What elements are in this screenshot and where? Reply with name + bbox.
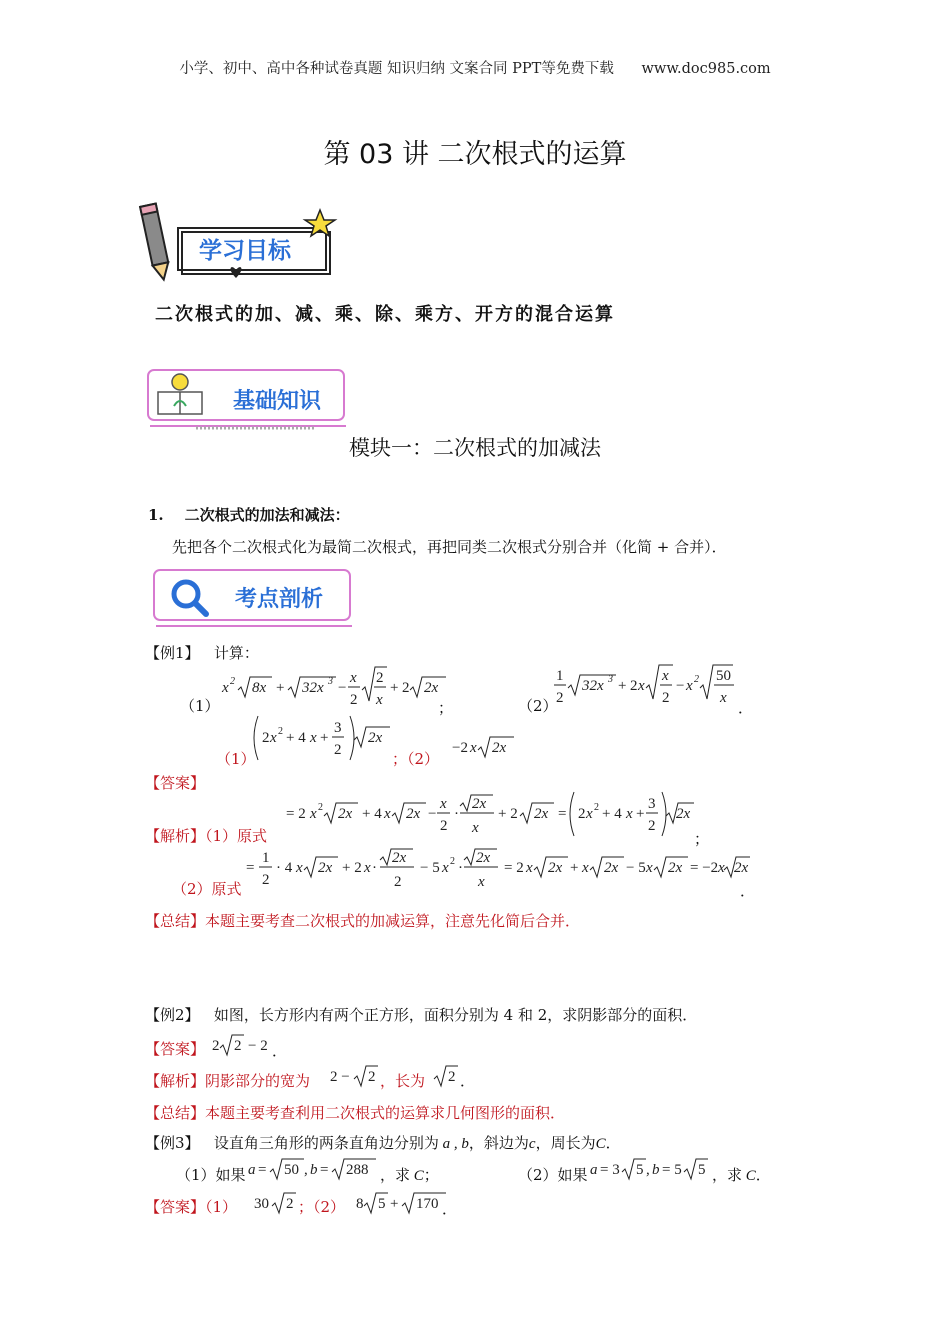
ex3-q2-tail: ，求 C． <box>712 1166 771 1184</box>
svg-text:x: x <box>478 874 485 890</box>
svg-text:x: x <box>384 806 391 822</box>
svg-text:2: 2 <box>694 674 699 685</box>
svg-text:2x: 2x <box>734 860 749 876</box>
svg-text:x: x <box>310 730 317 746</box>
svg-text:a: a <box>590 1162 598 1178</box>
svg-text:+ 4: + 4 <box>362 806 382 822</box>
svg-text:2x: 2x <box>338 806 353 822</box>
svg-text:+ 2: + 2 <box>342 860 362 876</box>
ex2-text: 如图，长方形内有两个正方形，面积分别为 4 和 2，求阴影部分的面积． <box>213 1006 698 1024</box>
svg-text:= 2: = 2 <box>504 860 524 876</box>
ex3-text-a: 设直角三角形的两条直角边分别为 <box>213 1134 439 1152</box>
ex1-answer-part1-label: （1） <box>216 750 256 768</box>
svg-text:2x: 2x <box>604 860 619 876</box>
ex3-q2-tail-text: ，求 <box>712 1166 743 1184</box>
ex1-answer-expression-2 <box>450 730 520 760</box>
ex1-part2-label: （2） <box>518 697 558 715</box>
svg-text:2: 2 <box>448 1069 456 1085</box>
svg-text:x: x <box>270 730 277 746</box>
svg-text:x: x <box>442 860 449 876</box>
svg-text:2: 2 <box>394 874 402 890</box>
ex2-question <box>145 1004 697 1025</box>
svg-text:2x: 2x <box>392 850 407 866</box>
ex3-q1-tail-text: ，求 <box>380 1166 411 1184</box>
ex3-tag: 【例3】 <box>145 1134 200 1152</box>
ex3-q1-expression <box>246 1152 382 1182</box>
ex1-period: ． <box>738 699 754 717</box>
svg-text:=: = <box>558 806 567 822</box>
svg-text:= −2: = −2 <box>690 860 719 876</box>
ex1-summary-tag: 【总结】 <box>145 912 206 930</box>
svg-text:x: x <box>586 806 593 822</box>
section-body: 先把各个二次根式化为最简二次根式，再把同类二次根式分别合并（化简 + 合并）． <box>172 538 727 556</box>
ex3-q1-tail: ，求 C； <box>380 1166 439 1184</box>
svg-text:b: b <box>652 1162 660 1178</box>
svg-text:2: 2 <box>440 818 448 834</box>
svg-text:2: 2 <box>630 678 638 694</box>
svg-text:x: x <box>526 860 533 876</box>
module-title: 模块一：二次根式的加减法 <box>349 436 601 460</box>
svg-text:3: 3 <box>334 720 342 736</box>
section-number: 1. <box>148 506 164 524</box>
ex2-answer-tag: 【答案】 <box>145 1040 206 1058</box>
svg-text:2: 2 <box>230 676 235 687</box>
svg-text:=: = <box>320 1162 329 1178</box>
ex2-analysis-tag: 【解析】 <box>145 1072 206 1090</box>
ex2-analysis <box>145 1070 310 1091</box>
goal-badge <box>140 198 340 286</box>
ex2-length-expression <box>432 1061 462 1089</box>
svg-text:32x: 32x <box>582 678 604 694</box>
ex1-expression-2 <box>552 662 742 712</box>
svg-text:3: 3 <box>648 796 656 812</box>
svg-text:1: 1 <box>556 668 564 684</box>
svg-text:2: 2 <box>662 690 670 706</box>
ex1-summary <box>145 910 580 931</box>
svg-text:x: x <box>222 680 229 696</box>
svg-text:x: x <box>626 806 633 822</box>
ex2-analysis-text-a: 阴影部分的宽为 <box>205 1072 311 1090</box>
ex3-q1 <box>176 1164 246 1185</box>
ex1-analysis-part1: （1）原式 <box>205 827 268 845</box>
svg-text:2: 2 <box>334 742 342 758</box>
svg-text:1: 1 <box>262 850 270 866</box>
svg-text:2x: 2x <box>548 860 563 876</box>
ex3-q2-expression <box>588 1152 712 1182</box>
ex3-answer-expression-2 <box>354 1186 446 1216</box>
ex1-header <box>145 642 259 663</box>
ex1-analysis-expression-1 <box>284 788 694 840</box>
svg-text:= 3: = 3 <box>600 1162 620 1178</box>
svg-text:2: 2 <box>234 1038 242 1054</box>
svg-text:−: − <box>676 678 685 694</box>
ex1-analysis-sep: ； <box>694 830 710 848</box>
ex3-q1-label: （1）如果 <box>176 1166 246 1184</box>
svg-text:x: x <box>720 690 727 706</box>
ex2-tag: 【例2】 <box>145 1006 200 1024</box>
svg-text:x: x <box>582 860 589 876</box>
svg-text:x: x <box>376 692 383 708</box>
ex1-analysis-period: ． <box>740 882 756 900</box>
svg-text:·: · <box>372 860 377 876</box>
svg-text:2x: 2x <box>406 806 421 822</box>
svg-text:+: + <box>636 806 645 822</box>
svg-text:2x: 2x <box>424 680 439 696</box>
ex1-sep-1: ； <box>438 699 454 717</box>
basics-badge <box>146 366 352 432</box>
goal-badge-label: 学习目标 <box>199 238 291 264</box>
svg-text:x: x <box>364 860 371 876</box>
svg-text:+: + <box>320 730 329 746</box>
page-title: 第 03 讲 二次根式的运算 <box>323 139 627 170</box>
ex3-answer-tag: 【答案】 <box>145 1198 206 1216</box>
svg-text:x: x <box>646 860 653 876</box>
ex1-analysis-tag: 【解析】 <box>145 827 206 845</box>
svg-text:2x: 2x <box>472 796 487 812</box>
ex2-summary <box>145 1102 565 1123</box>
svg-text:−2: −2 <box>452 740 468 756</box>
svg-text:170: 170 <box>416 1196 439 1212</box>
ex3-q2-label: （2）如果 <box>518 1166 588 1184</box>
svg-text:x: x <box>718 860 725 876</box>
ex2-analysis-period: ． <box>460 1072 476 1090</box>
svg-text:2: 2 <box>278 726 283 737</box>
svg-text:x: x <box>440 796 447 812</box>
ex3-q2 <box>518 1164 588 1185</box>
ex1-analysis-expression-2 <box>244 842 749 894</box>
svg-text:− 5: − 5 <box>420 860 440 876</box>
section-heading-text: 二次根式的加法和减法： <box>184 506 350 524</box>
svg-text:= 2: = 2 <box>286 806 306 822</box>
ex1-summary-text: 本题主要考查二次根式的加减运算，注意先化简后合并． <box>205 912 581 930</box>
ex1-answer-tag: 【答案】 <box>145 774 206 792</box>
svg-text:x: x <box>470 740 477 756</box>
ex2-width-expression <box>328 1061 380 1089</box>
svg-text:,: , <box>304 1162 308 1178</box>
analysis-badge <box>152 566 356 630</box>
svg-text:2: 2 <box>318 802 323 813</box>
basics-badge-label: 基础知识 <box>232 389 321 414</box>
ex2-summary-text: 本题主要考查利用二次根式的运算求几何图形的面积． <box>205 1104 566 1122</box>
ex2-summary-tag: 【总结】 <box>145 1104 206 1122</box>
ex1-tag: 【例1】 <box>145 644 200 662</box>
svg-text:2: 2 <box>450 856 455 867</box>
svg-text:2x: 2x <box>318 860 333 876</box>
svg-text:= 5: = 5 <box>662 1162 682 1178</box>
svg-text:x: x <box>472 820 479 836</box>
ex1-analysis-part2: （2）原式 <box>172 880 242 898</box>
analysis-badge-label: 考点剖析 <box>234 587 323 612</box>
svg-text:a: a <box>248 1162 256 1178</box>
svg-text:x: x <box>662 668 669 684</box>
svg-text:2x: 2x <box>676 806 691 822</box>
svg-text:− 5: − 5 <box>626 860 646 876</box>
svg-text:2: 2 <box>350 692 358 708</box>
svg-text:=: = <box>246 860 255 876</box>
ex3-answer-part1: （1） <box>205 1198 238 1216</box>
ex3-text-b: ，斜边为 <box>468 1134 529 1152</box>
svg-text:−: − <box>338 680 347 696</box>
svg-text:+: + <box>390 1196 399 1212</box>
svg-text:x: x <box>350 670 357 686</box>
svg-text:+: + <box>618 678 627 694</box>
svg-text:2: 2 <box>286 1196 294 1212</box>
svg-text:288: 288 <box>346 1162 369 1178</box>
svg-text:50: 50 <box>716 668 731 684</box>
svg-text:5: 5 <box>698 1162 706 1178</box>
svg-text:2x: 2x <box>668 860 683 876</box>
svg-text:2x: 2x <box>476 850 491 866</box>
section-heading <box>148 504 350 525</box>
header-url[interactable]: www.doc985.com <box>641 61 771 77</box>
svg-text:5: 5 <box>378 1196 386 1212</box>
svg-text:30: 30 <box>254 1196 269 1212</box>
svg-text:b: b <box>310 1162 318 1178</box>
svg-text:x: x <box>686 678 693 694</box>
ex3-answer <box>145 1196 237 1217</box>
svg-text:+: + <box>390 680 399 696</box>
header-text: 小学、初中、高中各种试卷真题 知识归纳 文案合同 PPT等免费下载 <box>179 61 614 77</box>
ex3-text-c: ，周长为 <box>535 1134 596 1152</box>
svg-text:2: 2 <box>212 1038 220 1054</box>
ex2-answer-period: ． <box>272 1042 288 1060</box>
svg-text:+: + <box>276 680 285 696</box>
svg-text:+ 2: + 2 <box>498 806 518 822</box>
svg-text:x: x <box>310 806 317 822</box>
svg-text:2: 2 <box>376 670 384 686</box>
ex2-answer-expression <box>210 1028 280 1058</box>
svg-text:2: 2 <box>262 872 270 888</box>
svg-text:2x: 2x <box>368 730 383 746</box>
site-header <box>0 57 950 78</box>
svg-text:8x: 8x <box>252 680 267 696</box>
svg-text:2x: 2x <box>492 740 507 756</box>
ex3-answer-sep: ；（2） <box>298 1198 346 1216</box>
svg-text:50: 50 <box>284 1162 299 1178</box>
svg-text:2x: 2x <box>534 806 549 822</box>
svg-text:+ 4: + 4 <box>286 730 306 746</box>
ex1-prompt: 计算： <box>213 644 259 662</box>
svg-text:2: 2 <box>648 818 656 834</box>
svg-text:+ 4: + 4 <box>602 806 622 822</box>
ex2-analysis-text-b: ，长为 <box>380 1072 426 1090</box>
svg-text:2 −: 2 − <box>330 1069 350 1085</box>
svg-text:3: 3 <box>608 674 613 685</box>
svg-text:2: 2 <box>262 730 270 746</box>
svg-text:·: · <box>454 806 459 822</box>
ex1-answer-expression-1 <box>250 712 396 764</box>
svg-text:2: 2 <box>402 680 410 696</box>
ex1-expression-1 <box>218 664 458 712</box>
ex1-answer-sep: ；（2） <box>392 750 440 768</box>
svg-text:· 4: · 4 <box>276 860 293 876</box>
svg-text:+: + <box>570 860 579 876</box>
ex3-question: 【例3】 设直角三角形的两条直角边分别为 a , b，斜边为c，周长为C． <box>145 1134 621 1152</box>
svg-text:x: x <box>296 860 303 876</box>
svg-text:2: 2 <box>556 690 564 706</box>
svg-text:·: · <box>458 860 463 876</box>
svg-text:2: 2 <box>368 1069 376 1085</box>
svg-text:−: − <box>428 806 437 822</box>
svg-text:32x: 32x <box>302 680 324 696</box>
svg-text:x: x <box>638 678 645 694</box>
svg-text:− 2: − 2 <box>248 1038 268 1054</box>
svg-text:,: , <box>646 1162 650 1178</box>
ex3-answer-period: ． <box>442 1200 458 1218</box>
svg-text:2: 2 <box>578 806 586 822</box>
svg-text:2: 2 <box>594 802 599 813</box>
ex3-answer-expression-1 <box>252 1186 302 1216</box>
ex1-part1-label: （1） <box>180 697 220 715</box>
svg-text:5: 5 <box>636 1162 644 1178</box>
goal-text: 二次根式的加、减、乘、除、乘方、开方的混合运算 <box>155 304 615 325</box>
svg-text:=: = <box>258 1162 267 1178</box>
svg-text:8: 8 <box>356 1196 364 1212</box>
svg-text:3: 3 <box>328 676 333 687</box>
